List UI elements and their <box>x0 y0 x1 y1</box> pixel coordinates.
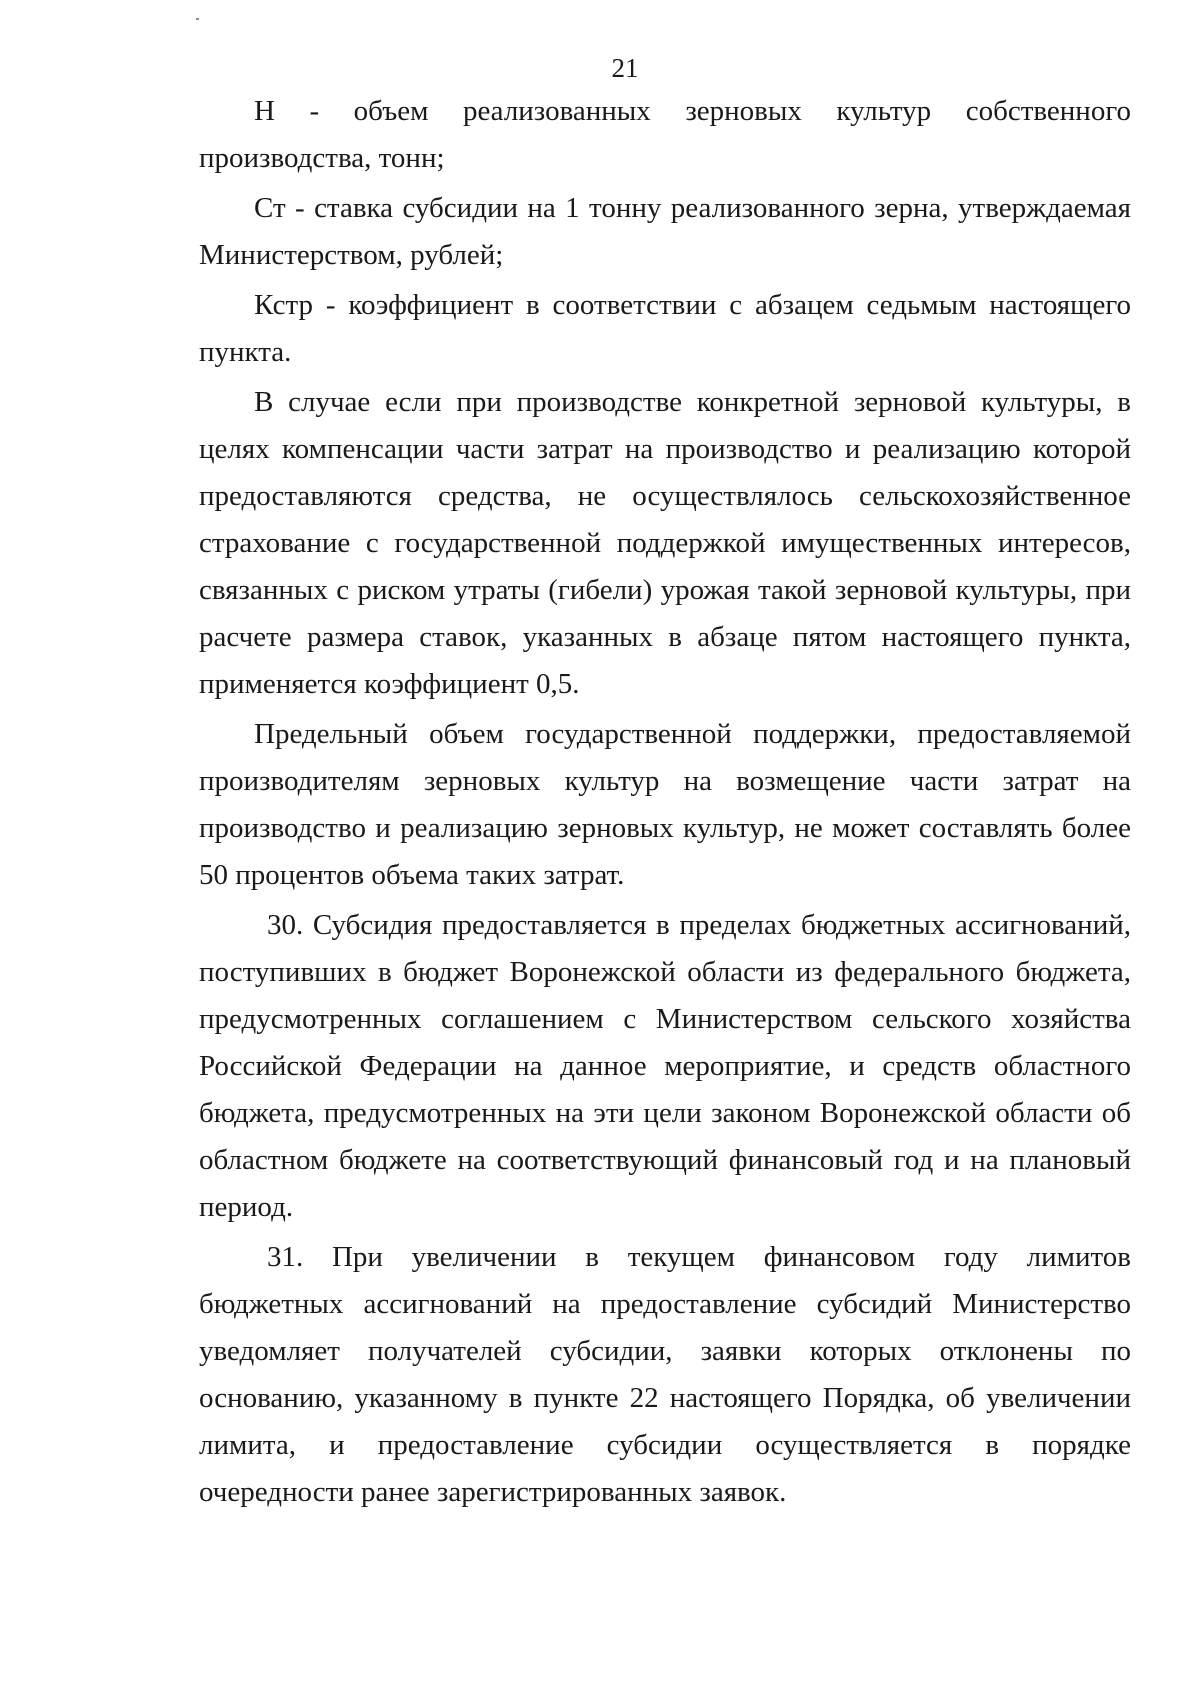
paragraph-n-definition: Н - объем реализованных зерновых культур собственного производства, тонн; <box>199 95 1131 174</box>
scan-speck <box>196 18 199 20</box>
paragraph-insurance-coefficient: В случае если при производстве конкретной зерновой культуры, в целях компенсации части затрат на производство и реализацию которой предоставляются средства, не осуществлялось сельскохозяйственное страхование с государственной поддержкой имущественных интересов, связанных с риском утраты (гибели) урожая такой зерновой культуры, при расчете размера ставок, указанных в абзаце пятом настоящего пункта, применяется коэффициент 0,5. <box>199 386 1131 700</box>
paragraph-kstr-definition: Кстр - коэффициент в соответствии с абзацем седьмым настоящего пункта. <box>199 289 1131 368</box>
paragraph-item-31: 31. При увеличении в текущем финансовом году лимитов бюджетных ассигнований на предоставление субсидий Министерство уведомляет получателей субсидии, заявки которых отклонены по основанию, указанному в пункте 22 настоящего Порядка, об увеличении лимита, и предоставление субсидии осуществляется в порядке очередности ранее зарегистрированных заявок. <box>199 1241 1131 1508</box>
page-number: 21 <box>611 53 639 83</box>
paragraph-item-30: 30. Субсидия предоставляется в пределах бюджетных ассигнований, поступивших в бюджет Воронежской области из федерального бюджета, предусмотренных соглашением с Министерством сельского хозяйства Российской Федерации на данное мероприятие, и средств областного бюджета, предусмотренных на эти цели законом Воронежской области об областном бюджете на соответствующий финансовый год и на плановый период. <box>199 909 1131 1223</box>
paragraph-support-limit: Предельный объем государственной поддержки, предоставляемой производителям зерновых культур на возмещение части затрат на производство и реализацию зерновых культур, не может составлять более 50 процентов объема таких затрат. <box>199 718 1131 891</box>
document-body <box>199 88 1131 1516</box>
paragraph-st-definition: Ст - ставка субсидии на 1 тонну реализованного зерна, утверждаемая Министерством, рублей; <box>199 192 1131 271</box>
